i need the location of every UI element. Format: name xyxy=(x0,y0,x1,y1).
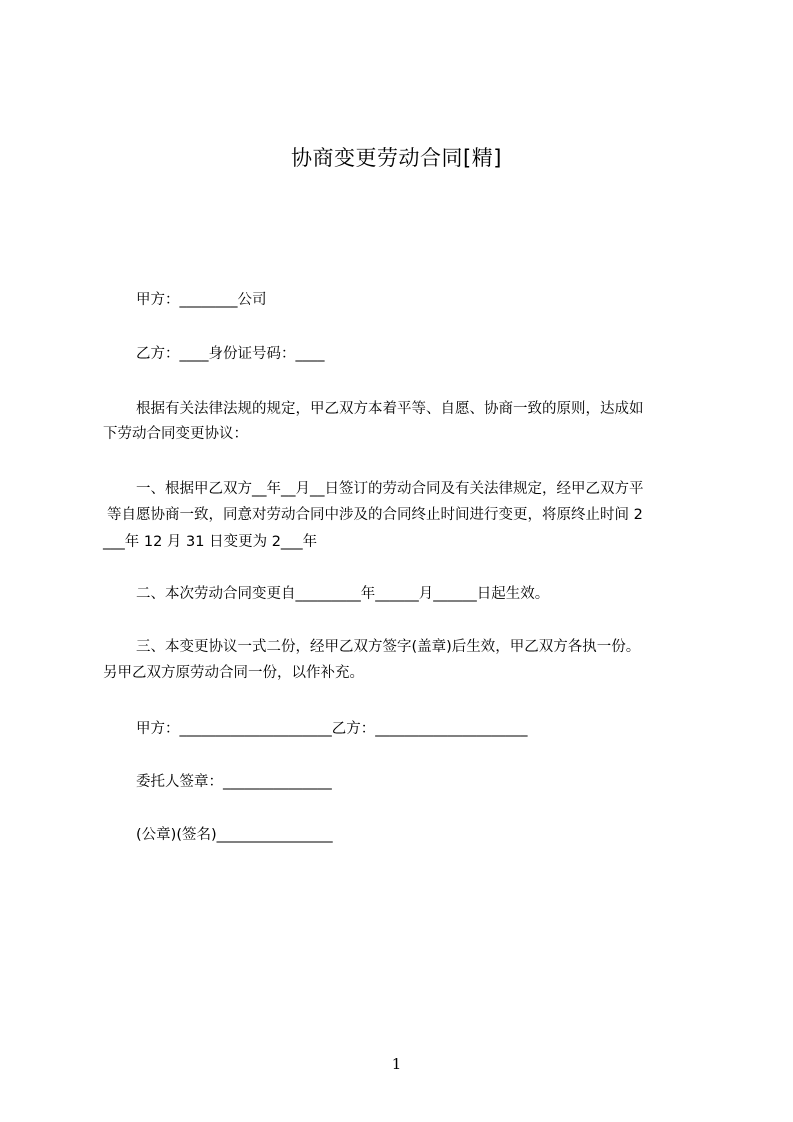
page-number: 1 xyxy=(391,1055,402,1073)
clause-3-line-1: 三、本变更协议一式二份，经甲乙双方签字(盖章)后生效，甲乙双方各执一份。 xyxy=(136,639,641,655)
party-a-line: 甲方：________公司 xyxy=(136,292,267,308)
signature-parties-line: 甲方：_____________________乙方：_____________________ xyxy=(136,721,528,737)
document-title: 协商变更劳动合同[精] xyxy=(291,146,502,170)
clause-1-line-1: 一、根据甲乙双方__年__月__日签订的劳动合同及有关法律规定，经甲乙双方平 xyxy=(136,481,644,497)
intro-paragraph-line-1: 根据有关法律法规的规定，甲乙双方本着平等、自愿、协商一致的原则，达成如 xyxy=(136,401,644,417)
party-b-line: 乙方：____身份证号码：____ xyxy=(136,346,325,362)
clause-1-line-2: 等自愿协商一致，同意对劳动合同中涉及的合同终止时间进行变更，将原终止时间 2 xyxy=(107,507,643,523)
intro-paragraph-line-2: 下劳动合同变更协议： xyxy=(103,426,248,442)
clause-2-line: 二、本次劳动合同变更自_________年______月______日起生效。 xyxy=(136,586,550,602)
clause-3-line-2: 另甲乙双方原劳动合同一份，以作补充。 xyxy=(103,665,364,681)
seal-signature-line: (公章)(签名)________________ xyxy=(136,827,333,843)
agent-signature-line: 委托人签章：_______________ xyxy=(136,774,332,790)
clause-1-line-3: ___年 12 月 31 日变更为 2___年 xyxy=(103,534,318,550)
